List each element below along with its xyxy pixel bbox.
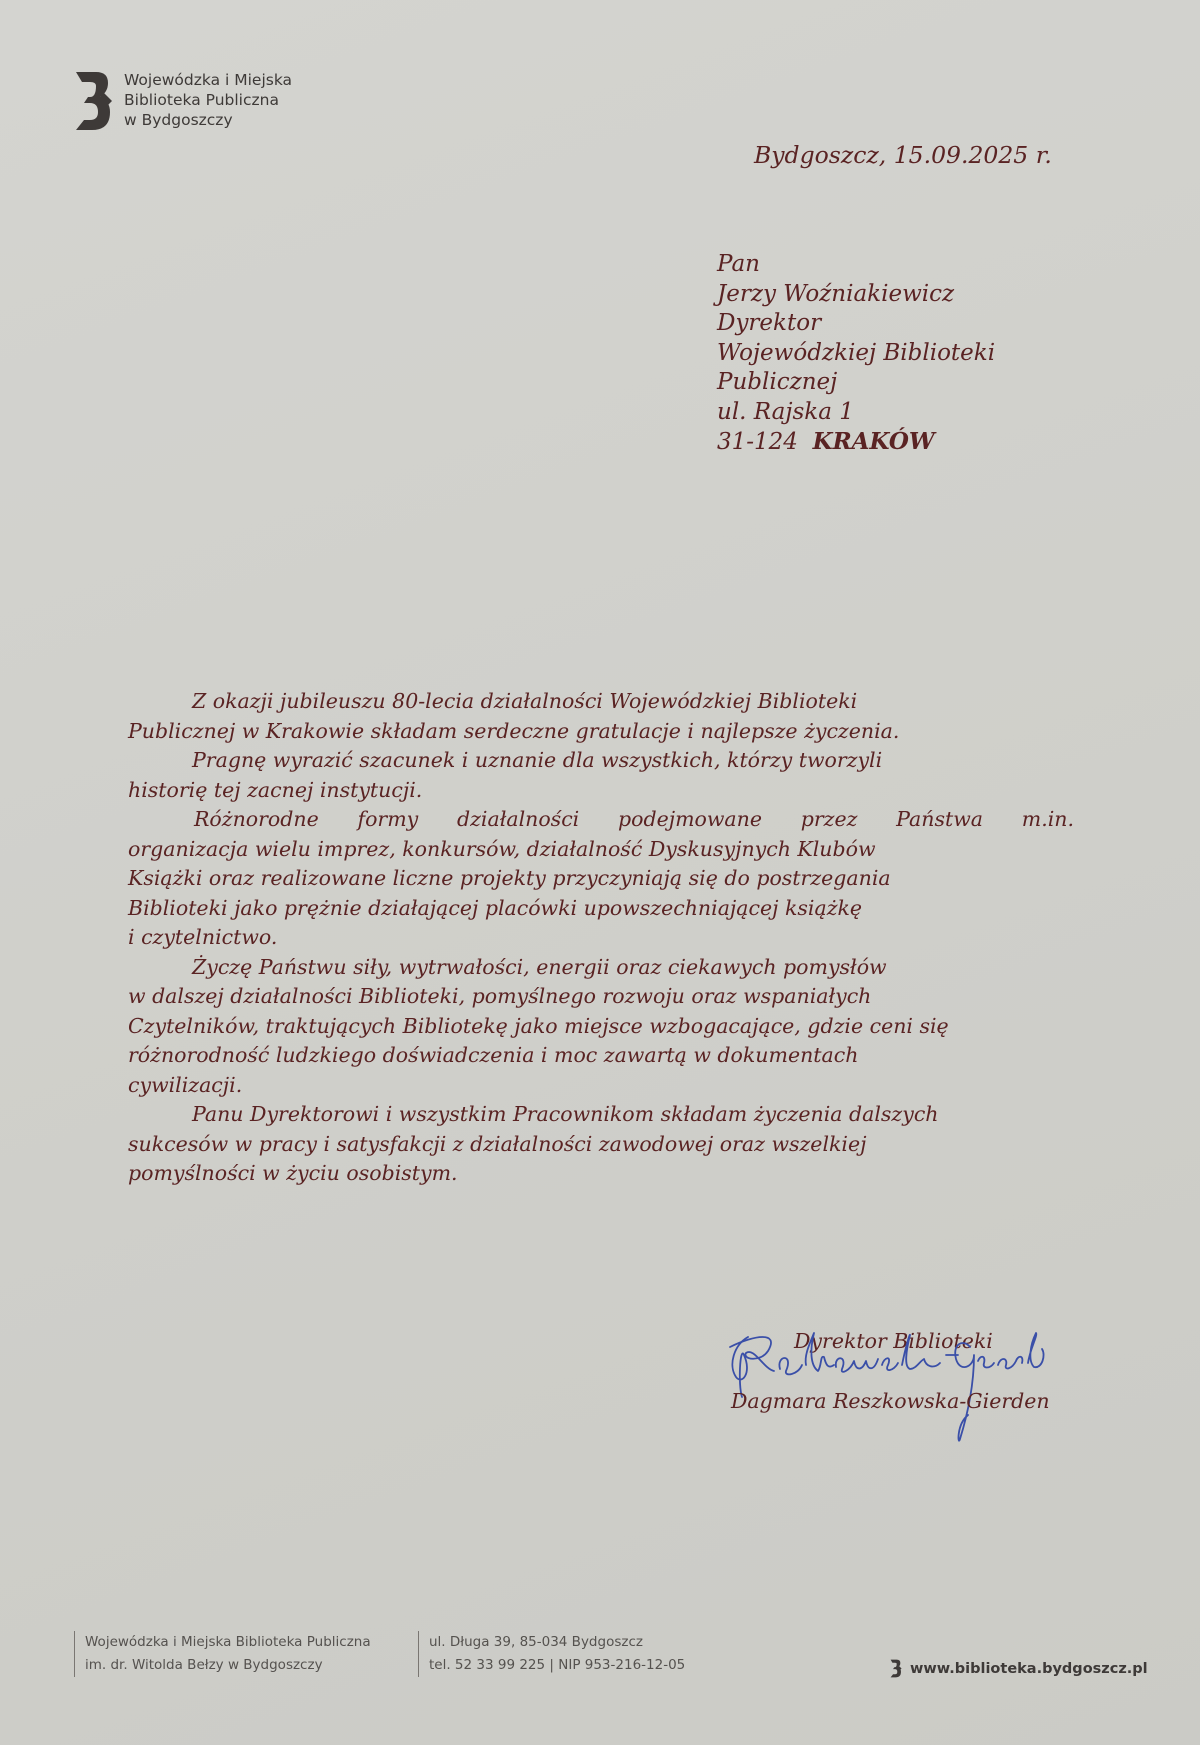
footer-institution [74, 1631, 371, 1677]
body-line: Publicznej w Krakowie składam serdeczne gratulacje i najlepsze życzenia. [128, 718, 900, 743]
recipient-position: Dyrektor [717, 310, 822, 336]
recipient-institution: Publicznej [717, 369, 838, 395]
body-line: różnorodność ludzkiego doświadczenia i moc zawartą w dokumentach [128, 1043, 859, 1067]
body-line: w dalszej działalności Biblioteki, pomyślnego rozwoju oraz wspaniałych [128, 984, 872, 1008]
recipient-address [717, 250, 995, 458]
library-logo [74, 70, 292, 132]
library-name-line: Wojewódzka i Miejska [124, 71, 293, 89]
recipient-institution: Wojewódzkiej Biblioteki [717, 339, 996, 366]
body-line: cywilizacji. [128, 1072, 243, 1097]
recipient-postal-code: 31-124 [717, 429, 798, 455]
body-line: Różnorodne formy działalności podejmowane przez Państwa m.in. [194, 807, 1074, 831]
library-name-line: Biblioteka Publiczna [124, 91, 279, 109]
body-line: Książki oraz realizowane liczne projekty przyczyniają się do postrzegania [128, 866, 891, 890]
body-line: organizacja wielu imprez, konkursów, działalność Dyskusyjnych Klubów [128, 836, 876, 861]
signatory-title: Dyrektor Biblioteki [794, 1329, 993, 1353]
body-line: Czytelników, traktujących Bibliotekę jako miejsce wzbogacające, gdzie ceni się [128, 1013, 949, 1038]
body-line: historię tej zacnej instytucji. [128, 777, 423, 802]
body-line: i czytelnictwo. [128, 925, 278, 949]
signatory-name: Dagmara Reszkowska-Gierden [731, 1389, 1050, 1413]
letter-body [128, 687, 1074, 1189]
website-link[interactable]: www.biblioteka.bydgoszcz.pl [910, 1660, 1148, 1677]
body-line: sukcesów w pracy i satysfakcji z działalności zawodowej oraz wszelkiej [128, 1131, 867, 1156]
library-name-line: w Bydgoszczy [124, 111, 233, 129]
footer-line: Wojewódzka i Miejska Biblioteka Publiczna [85, 1634, 371, 1650]
recipient-city: KRAKÓW [812, 428, 935, 455]
footer-line: ul. Długa 39, 85-034 Bydgoszcz [429, 1634, 643, 1650]
library-name [124, 70, 292, 130]
letter-date: Bydgoszcz, 15.09.2025 r. [754, 141, 1052, 169]
body-line: pomyślności w życiu osobistym. [128, 1161, 458, 1185]
footer-line: im. dr. Witolda Bełzy w Bydgoszczy [85, 1657, 323, 1673]
body-line: Biblioteki jako prężnie działającej placówki upowszechniającej książkę [128, 895, 863, 920]
recipient-name: Jerzy Woźniakiewicz [717, 280, 955, 307]
library-logo-icon [74, 70, 120, 132]
footer-line: tel. 52 33 99 225 | NIP 953-216-12-05 [429, 1657, 686, 1673]
footer-website[interactable] [890, 1659, 1148, 1678]
recipient-postal-line [717, 427, 995, 458]
footer-contact [418, 1631, 685, 1677]
body-line: Panu Dyrektorowi i wszystkim Pracownikom składam życzenia dalszych [192, 1102, 939, 1126]
body-line: Życzę Państwu siły, wytrwałości, energii oraz ciekawych pomysłów [192, 954, 887, 979]
library-logo-small-icon [890, 1659, 904, 1678]
body-line: Pragnę wyrazić szacunek i uznanie dla wszystkich, którzy tworzyli [192, 748, 883, 772]
body-line: Z okazji jubileuszu 80-lecia działalności Wojewódzkiej Biblioteki [192, 689, 858, 713]
recipient-salutation: Pan [717, 251, 760, 277]
recipient-street: ul. Rajska 1 [717, 398, 854, 425]
